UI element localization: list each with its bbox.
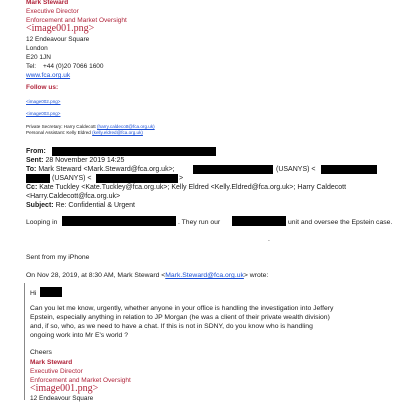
quoted-paragraph-line-2: Epstein, especially anything in relation to JP Morgan (he was a client of their private wealth division) [30,314,330,321]
signature2-title: Executive Director [30,368,83,375]
to-line-1 [26,165,175,174]
redaction-to-1 [193,165,273,174]
signature-department: Enforcement and Market Oversight [26,17,127,24]
from-label: From: [26,148,46,155]
unit-text: unit and oversee the Epstein case. [288,219,393,226]
quoted-paragraph-line-3: and, if so, who, as we need to have a chat. If this is not in SDNY, do you know who is handling [30,323,313,330]
signature2-address: 12 Endeavour Square [30,395,94,402]
signature-name: Mark Steward [26,0,69,6]
looping-in-text: Looping in [26,219,58,226]
quote-intro-email[interactable]: Mark.Steward@fca.org.uk [165,272,244,279]
quote-bar [24,283,25,400]
personal-assistant-email[interactable]: (kelly.eldred@fca.org.uk) [92,130,143,135]
address-line-1: 12 Endeavour Square [26,36,90,43]
signature2-department: Enforcement and Market Oversight [30,377,131,384]
cc-recipients: Kate Tuckley <Kate.Tuckley@fca.org.uk>; Kelly Eldred <Kelly.Eldred@fca.org.uk>; Harry Caldecott [39,184,347,191]
quote-intro-suffix: > wrote: [243,272,269,279]
quoted-greeting: Hi [30,290,37,297]
signature2-image-placeholder: <image001.png> [30,383,99,394]
signature-image-placeholder: <image001.png> [26,23,95,34]
quoted-closing: Cheers [30,349,52,356]
private-secretary-line [26,124,155,129]
they-run-our-text: . They run our [178,219,221,226]
cc-line-1 [26,183,346,192]
cc-line-2: <Harry.Caldecott@fca.org.uk> [26,193,121,200]
to-recipient-1: Mark Steward <Mark.Steward@fca.org.uk>; [38,166,175,173]
redaction-greeting-name [40,287,62,297]
address-line-2: London [26,45,48,52]
to-label: To: [26,166,37,173]
to-close-bracket: > [179,175,184,182]
to-usanys-1: (USANYS) < [276,166,316,173]
redaction-to-3 [26,174,50,183]
private-secretary-label: Private Secretary: Harry Caldecott [26,124,96,129]
cc-label: Cc: [26,184,38,191]
sent-from-iphone: Sent from my iPhone [26,254,90,261]
redaction-to-4 [96,174,178,183]
sent-value: 28 November 2019 14:25 [45,157,125,164]
quote-intro-prefix: On Nov 28, 2019, at 8:30 AM, Mark Steward < [26,272,166,279]
subject-label: Subject: [26,202,54,209]
quoted-paragraph-line-1: Can you let me know, urgently, whether anyone in your office is handling the investigation into Jeffery [30,305,334,312]
sent-label: Sent: [26,157,44,164]
redaction-body-1 [62,216,176,226]
address-line-3: E20 1JN [26,54,51,61]
redaction-body-2 [232,216,286,226]
quoted-paragraph-line-4: ongoing work into Mr E's world ? [30,332,129,339]
private-secretary-email[interactable]: (harry.caldecott@fca.org.uk) [96,124,155,129]
personal-assistant-label: Personal Assistant: Kelly Eldred [26,130,91,135]
website-link[interactable]: www.fca.org.uk [26,72,71,79]
redaction-to-2 [321,165,377,174]
signature-title: Executive Director [26,8,79,15]
tel-label: Tel: [26,63,37,70]
tel-number: +44 (0)20 7066 1600 [43,63,104,70]
to-usanys-2: (USANYS) < [52,175,92,182]
redaction-from [52,147,216,156]
sent-line [26,156,124,165]
image-link-2[interactable]: <image003.png> [26,111,61,116]
image-link-1[interactable]: <image002.png> [26,99,61,104]
follow-us-label: Follow us: [26,84,59,91]
subject-value: Re: Confidential & Urgent [55,202,135,209]
personal-assistant-line [26,130,143,135]
stray-dot: . [268,236,270,243]
subject-line [26,201,135,210]
quote-intro [26,271,268,280]
signature2-name: Mark Steward [30,359,73,366]
